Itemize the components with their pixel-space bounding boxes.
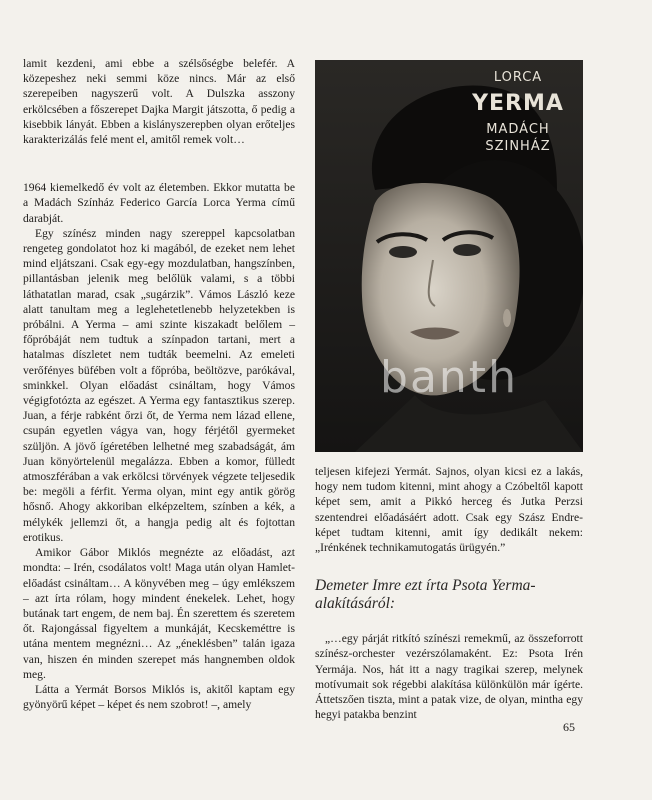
paragraph: Látta a Yermát Borsos Miklós is, akitől kaptam egy gyönyörű képet – képet és nem szobrot! –, amely xyxy=(23,682,295,712)
poster-photo xyxy=(315,60,583,452)
poster-title-block xyxy=(460,64,576,154)
watermark-text: banth xyxy=(380,352,518,403)
paragraph: lamit kezdeni, ami ebbe a szélsőségbe belefér. A közepeshez neki semmi köze nincs. Már az első szerepeiben nagyszerű volt. A Dulszka asszony erkölcsében a főszerepet Dajka Margit játszotta, ő pedig a kisebbik lányát. Ebben a kislányszerepben olyan erőteljes karakterizálás felé ment el, amitől remek volt… xyxy=(23,57,295,147)
paragraph: 1964 kiemelkedő év volt az életemben. Ekkor mutatta be a Madách Színház Federico García Lorca Yerma című darabját. xyxy=(23,181,295,225)
left-column xyxy=(23,56,295,712)
paragraph: Amikor Gábor Miklós megnézte az előadást, azt mondta: – Irén, csodálatos volt! Maga után olyan Hamlet-előadást csináltam… A könyvében meg – úgy emlékszem – azt írta rólam, hogy mindent énekelek. Lehet, hogy butának tart engem, de nem baj. Én szerettem és szeretem őt. Rajongással figyeltem a munkáját, Kecskeméttre is utána mentem megnézni… Az „éneklésben” talán igaza van, hiszen én minden szerepet más hangnemben oldok meg. xyxy=(23,546,295,681)
poster-author: LORCA xyxy=(493,70,543,85)
paragraph: „…egy párját ritkító színészi remekmű, az összeforrott színész-orchester vezérszólamaként. Ez: Psota Irén Yermája. Nos, hát itt a nagy tragikai szerep, melynek motívumait sok régebbi alakítása különkülön már ígérte. Áttetszően tiszta, mint a patak vize, de olyan, mintha egy hegyi patakba benzint xyxy=(315,632,583,722)
page-number: 65 xyxy=(563,720,575,734)
poster-theatre-2: SZINHÁZ xyxy=(485,139,551,154)
paragraph: Egy színész minden nagy szereppel kapcsolatban rengeteg gondolatot hoz ki magából, de ezeket nem lehet mind eljátszani. Csak egy-egy mozdulatban, hangszínben, pillantásban jelenik meg belőlük valami, s a többi láthatatlan marad, csak „sugárzik”. Vámos László keze alatt tanultam meg a leglehetetlenebb helyzetekben is próbálni. A Yerma – ami szinte kiszakadt belőlem – főpróbáját nem tudtuk a színpadon tartani, mert a hatalmas díszletet nem tudták beemelni. Az emeleti verőfényes büfében volt a főpróba, beöltözve, parókával, sminkkel. Olyan előadást csináltam, hogy Vámos végigfotózta az egészet. A Yerma egy fantasztikus szerep. Juan, a férje rabként őrzi őt, de Yerma nem lázad ellene, csupán egyetlen vágya van, hogy férjétől gyermeket szüljön. A jövő ígéretében lelhetné meg szabadságát, ám Juan könyörtelenül megalázza. Ebben a komor, fülledt atmoszférában a vak erkölcsi törvények végzete teljesedik be: megöli a férfit. Yerma olyan, mint egy antik görög hősnő. Ahogy akkoriban elképzeltem, színben a kék, a mélykék jellemzi őt, a hangja pedig alt és fojtottan erotikus. xyxy=(23,226,295,544)
right-column xyxy=(315,464,583,722)
paragraph: teljesen kifejezi Yermát. Sajnos, olyan kicsi ez a lakás, hogy nem tudom kitenni, mint ahogy a Czóbeltől kapott képet sem, amit a Pikkó herceg és Jutka Perzsi szentendrei előadásáért adott. Csak egy Szász Endre-képet tudtam kitenni, amit így dedikált nekem: „Irénkének technikamutogatás ürügyén.” xyxy=(315,465,583,555)
section-heading: Demeter Imre ezt írta Psota Yerma-alakításáról: xyxy=(315,577,536,613)
poster-title: YERMA xyxy=(472,91,564,116)
poster-theatre: MADÁCH xyxy=(486,122,550,137)
